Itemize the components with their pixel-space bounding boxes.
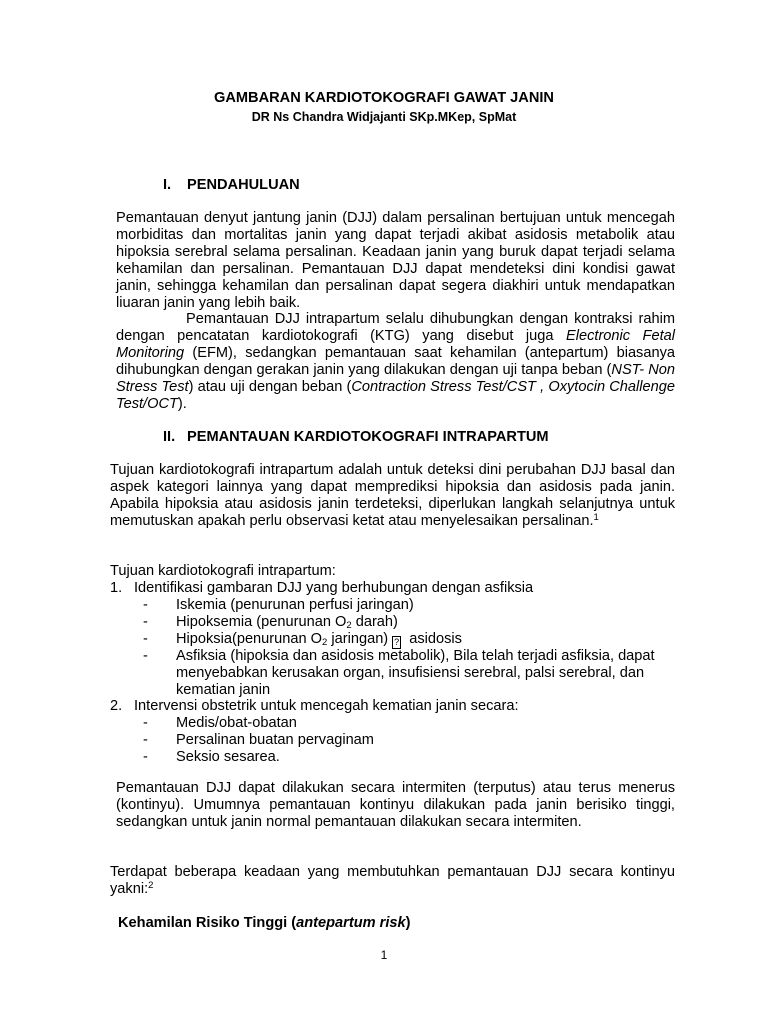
continuous-monitoring-paragraph: [110, 864, 675, 898]
para2-italic-nst: NST- Non Stress Test: [116, 361, 675, 395]
document-title: GAMBARAN KARDIOTOKOGRAFI GAWAT JANIN: [214, 90, 554, 106]
high-risk-italic: antepartum risk: [296, 915, 406, 931]
para2-text-3: ) atau uji dengan beban (: [188, 378, 352, 395]
ktg-purpose-paragraph: [110, 462, 675, 530]
goal-item-2: [110, 698, 670, 715]
sub-item-ischemia-text: Iskemia (penurunan perfusi jaringan): [176, 597, 414, 613]
monitoring-paragraph: Pemantauan DJJ dapat dilakukan secara intermiten (terputus) atau terus menerus (kontinyu). Umumnya pemantauan kontinyu dilakukan pada janin berisiko tinggi, sedangkan untuk janin normal pemantauan dilakukan secara intermiten.: [116, 780, 675, 830]
section-2-title: PEMANTAUAN KARDIOTOKOGRAFI INTRAPARTUM: [187, 429, 549, 445]
sub-item-hypoxia: [0, 631, 768, 648]
author-line: DR Ns Chandra Widjajanti SKp.MKep, SpMat: [251, 110, 517, 124]
sub-item-asphyxia-line-3: kematian janin: [176, 682, 271, 698]
para2-italic-efm: Electronic Fetal Monitoring: [116, 327, 675, 361]
continuous-monitoring-text: Terdapat beberapa keadaan yang membutuhkan pemantauan DJJ secara kontinyu yakni:: [110, 864, 675, 897]
goal-item-1-text: Identifikasi gambaran DJJ yang berhubungan dengan asfiksia: [134, 580, 534, 596]
sub-item-cesarean-text: Seksio sesarea.: [176, 749, 280, 765]
missing-glyph-arrow-icon: ?: [394, 637, 400, 647]
sub-item-vaginal-delivery-text: Persalinan buatan pervaginam: [176, 732, 374, 748]
high-risk-pregnancy-heading: Kehamilan Risiko Tinggi (antepartum risk): [118, 915, 411, 931]
sub-item-vaginal-delivery: [0, 732, 768, 749]
section-1-heading: [163, 177, 300, 193]
bullet-dash: -: [143, 749, 148, 765]
sub-item-hypoxia-text: Hipoksia(penurunan $O_2$ jaringan) ? asidosis: [176, 631, 462, 648]
footnote-ref-1: 1: [593, 511, 599, 523]
bullet-dash: -: [143, 614, 148, 630]
sub-item-ischemia: [0, 597, 768, 614]
section-1-title: PENDAHULUAN: [187, 177, 300, 193]
sub-item-hypoxemia: [0, 614, 768, 631]
page-number: 1: [380, 948, 388, 962]
goal-item-2-text: Intervensi obstetrik untuk mencegah kematian janin secara:: [134, 698, 519, 714]
bullet-dash: -: [143, 597, 148, 613]
goal-item-2-number: 2.: [110, 698, 123, 714]
goal-item-1-number: 1.: [110, 580, 123, 596]
para2-text-4: ).: [177, 395, 187, 412]
ktg-purpose-text: Tujuan kardiotokografi intrapartum adalah untuk deteksi dini perubahan DJJ basal dan aspek kategori lainnya yang dapat memprediksi hipoksia dan asidosis pada janin. Apabila hipoksia atau asidosis janin terdeteksi, diperlukan langkah selanjutnya untuk memutuskan apakah perlu observasi ketat atau menyelesaikan persalinan.: [110, 462, 675, 529]
sub-item-asphyxia: [0, 648, 768, 699]
para2-text-1: Pemantauan DJJ intrapartum selalu dihubungkan dengan kontraksi rahim dengan pencatatan kardiotokografi (KTG) yang disebut juga: [116, 311, 675, 344]
section-2-number: II.: [163, 429, 176, 445]
sub-item-asphyxia-line-1: Asfiksia (hipoksia dan asidosis metabolik), Bila telah terjadi asfiksia, dapat: [176, 648, 655, 664]
goals-intro: Tujuan kardiotokografi intrapartum:: [110, 563, 336, 579]
sub-item-medical: [0, 715, 768, 732]
intro-paragraph-2: [116, 311, 675, 412]
sub-item-asphyxia-line-2: menyebabkan kerusakan organ, insufisiensi serebral, palsi serebral, dan: [176, 665, 645, 681]
para2-italic-cst: Contraction Stress Test/CST , Oxytocin Challenge Test/OCT: [116, 378, 675, 412]
section-2-heading: [163, 429, 549, 445]
goal-item-1: [110, 580, 670, 597]
section-1-number: I.: [163, 177, 172, 193]
bullet-dash: -: [143, 648, 148, 664]
sub-item-cesarean: [0, 749, 768, 766]
footnote-ref-2: 2: [148, 879, 154, 891]
intro-paragraph-1: Pemantauan denyut jantung janin (DJJ) dalam persalinan bertujuan untuk mencegah morbiditas dan mortalitas janin yang dapat terjadi akibat asidosis metabolik atau hipoksia serebral selama persalinan. Keadaan janin yang buruk dapat terjadi selama kehamilan dan persalinan. Pemantauan DJJ dapat mendeteksi dini kondisi gawat janin, sehingga kehamilan dan persalinan dapat segera diakhiri untuk mendapatkan liuaran janin yang lebih baik.: [116, 210, 675, 311]
bullet-dash: -: [143, 732, 148, 748]
bullet-dash: -: [143, 631, 148, 647]
sub-item-hypoxemia-text: Hipoksemia (penurunan $O_2$ darah): [176, 614, 398, 631]
bullet-dash: -: [143, 715, 148, 731]
para2-text-2: (EFM), sedangkan pemantauan saat kehamilan (antepartum) biasanya dihubungkan dengan gerakan janin yang dilakukan dengan uji tanpa beban (: [116, 344, 675, 378]
sub-item-medical-text: Medis/obat-obatan: [176, 715, 297, 731]
